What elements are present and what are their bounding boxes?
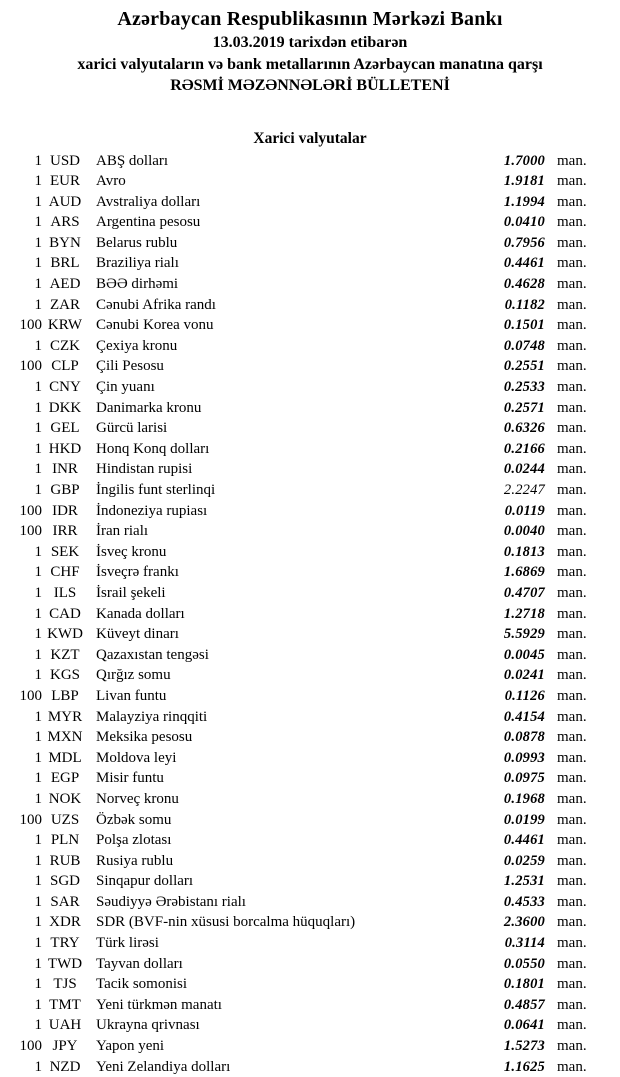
table-row bbox=[0, 459, 620, 480]
currency-quantity: 1 bbox=[0, 418, 42, 439]
rate-unit: man. bbox=[545, 398, 620, 419]
currency-name: Ukrayna qrivnası bbox=[88, 1015, 483, 1036]
currency-name: Polşa zlotası bbox=[88, 830, 483, 851]
rate-value: 0.0241 bbox=[483, 665, 545, 686]
rate-value: 0.0993 bbox=[483, 748, 545, 769]
rate-unit: man. bbox=[545, 686, 620, 707]
currency-code: CAD bbox=[42, 604, 88, 625]
rate-value: 0.4707 bbox=[483, 583, 545, 604]
currency-name: Moldova leyi bbox=[88, 748, 483, 769]
rate-unit: man. bbox=[545, 995, 620, 1016]
currency-quantity: 1 bbox=[0, 192, 42, 213]
currency-name: Belarus rublu bbox=[88, 233, 483, 254]
table-row bbox=[0, 686, 620, 707]
table-row bbox=[0, 336, 620, 357]
currency-name: Yeni türkmən manatı bbox=[88, 995, 483, 1016]
table-row bbox=[0, 439, 620, 460]
currency-quantity: 1 bbox=[0, 398, 42, 419]
table-row bbox=[0, 830, 620, 851]
rate-value: 0.3114 bbox=[483, 933, 545, 954]
currency-quantity: 100 bbox=[0, 1036, 42, 1057]
table-row bbox=[0, 377, 620, 398]
rate-value: 1.2531 bbox=[483, 871, 545, 892]
currency-name: BƏƏ dirhəmi bbox=[88, 274, 483, 295]
currency-quantity: 1 bbox=[0, 151, 42, 172]
rate-unit: man. bbox=[545, 233, 620, 254]
rate-unit: man. bbox=[545, 1036, 620, 1057]
currency-name: Yapon yeni bbox=[88, 1036, 483, 1057]
currency-name: İngilis funt sterlinqi bbox=[88, 480, 483, 501]
currency-quantity: 100 bbox=[0, 315, 42, 336]
currency-name: İsrail şekeli bbox=[88, 583, 483, 604]
currency-code: UAH bbox=[42, 1015, 88, 1036]
currency-quantity: 1 bbox=[0, 707, 42, 728]
rate-unit: man. bbox=[545, 418, 620, 439]
table-row bbox=[0, 356, 620, 377]
currency-code: RUB bbox=[42, 851, 88, 872]
rate-unit: man. bbox=[545, 954, 620, 975]
currency-quantity: 1 bbox=[0, 542, 42, 563]
currency-quantity: 1 bbox=[0, 583, 42, 604]
rate-unit: man. bbox=[545, 768, 620, 789]
currency-quantity: 1 bbox=[0, 1015, 42, 1036]
currency-quantity: 1 bbox=[0, 295, 42, 316]
table-row bbox=[0, 604, 620, 625]
rate-unit: man. bbox=[545, 624, 620, 645]
rate-unit: man. bbox=[545, 830, 620, 851]
rate-value: 0.0199 bbox=[483, 810, 545, 831]
rate-unit: man. bbox=[545, 439, 620, 460]
currency-code: SAR bbox=[42, 892, 88, 913]
currency-name: Argentina pesosu bbox=[88, 212, 483, 233]
currency-name: Qazaxıstan tengəsi bbox=[88, 645, 483, 666]
currency-quantity: 1 bbox=[0, 851, 42, 872]
table-row bbox=[0, 274, 620, 295]
currency-name: Rusiya rublu bbox=[88, 851, 483, 872]
currency-code: INR bbox=[42, 459, 88, 480]
rate-value: 0.1182 bbox=[483, 295, 545, 316]
table-row bbox=[0, 480, 620, 501]
currency-code: KWD bbox=[42, 624, 88, 645]
rate-value: 1.5273 bbox=[483, 1036, 545, 1057]
rate-value: 0.1968 bbox=[483, 789, 545, 810]
rate-unit: man. bbox=[545, 377, 620, 398]
table-row bbox=[0, 645, 620, 666]
currency-quantity: 1 bbox=[0, 336, 42, 357]
currency-code: LBP bbox=[42, 686, 88, 707]
currency-code: CHF bbox=[42, 562, 88, 583]
rate-unit: man. bbox=[545, 171, 620, 192]
currency-quantity: 1 bbox=[0, 459, 42, 480]
currency-name: Çin yuanı bbox=[88, 377, 483, 398]
rate-unit: man. bbox=[545, 933, 620, 954]
document-header bbox=[0, 0, 620, 97]
currency-quantity: 1 bbox=[0, 274, 42, 295]
currency-name: Tayvan dolları bbox=[88, 954, 483, 975]
table-row bbox=[0, 151, 620, 172]
rate-unit: man. bbox=[545, 748, 620, 769]
rate-unit: man. bbox=[545, 810, 620, 831]
rate-value: 2.2247 bbox=[483, 480, 545, 501]
currency-name: İran rialı bbox=[88, 521, 483, 542]
table-row bbox=[0, 748, 620, 769]
rate-unit: man. bbox=[545, 501, 620, 522]
table-row bbox=[0, 315, 620, 336]
currency-quantity: 1 bbox=[0, 233, 42, 254]
table-row bbox=[0, 542, 620, 563]
table-row bbox=[0, 253, 620, 274]
currency-code: CNY bbox=[42, 377, 88, 398]
rate-value: 0.2551 bbox=[483, 356, 545, 377]
currency-code: HKD bbox=[42, 439, 88, 460]
subtitle-line: xarici valyutaların və bank metallarının Azərbaycan manatına qarşı bbox=[0, 54, 620, 76]
currency-name: İsveç kronu bbox=[88, 542, 483, 563]
rate-unit: man. bbox=[545, 789, 620, 810]
rate-value: 0.4857 bbox=[483, 995, 545, 1016]
currency-code: BYN bbox=[42, 233, 88, 254]
table-row bbox=[0, 562, 620, 583]
table-row bbox=[0, 707, 620, 728]
rate-unit: man. bbox=[545, 151, 620, 172]
rate-value: 0.1501 bbox=[483, 315, 545, 336]
currency-quantity: 1 bbox=[0, 830, 42, 851]
currency-code: USD bbox=[42, 151, 88, 172]
currency-name: SDR (BVF-nin xüsusi borcalma hüquqları) bbox=[88, 912, 483, 933]
currency-name: Kanada dolları bbox=[88, 604, 483, 625]
currency-name: Cənubi Korea vonu bbox=[88, 315, 483, 336]
currency-quantity: 1 bbox=[0, 768, 42, 789]
currency-name: Avro bbox=[88, 171, 483, 192]
rate-unit: man. bbox=[545, 315, 620, 336]
rate-value: 0.1801 bbox=[483, 974, 545, 995]
currency-quantity: 1 bbox=[0, 789, 42, 810]
table-row bbox=[0, 933, 620, 954]
rate-value: 0.0045 bbox=[483, 645, 545, 666]
currency-name: Səudiyyə Ərəbistanı rialı bbox=[88, 892, 483, 913]
currency-name: İndoneziya rupiası bbox=[88, 501, 483, 522]
currency-code: ZAR bbox=[42, 295, 88, 316]
table-row bbox=[0, 912, 620, 933]
currency-name: Malayziya rinqqiti bbox=[88, 707, 483, 728]
currency-code: NZD bbox=[42, 1057, 88, 1077]
rate-unit: man. bbox=[545, 851, 620, 872]
currency-name: Meksika pesosu bbox=[88, 727, 483, 748]
rate-value: 2.3600 bbox=[483, 912, 545, 933]
currency-quantity: 100 bbox=[0, 810, 42, 831]
rate-unit: man. bbox=[545, 974, 620, 995]
rate-value: 1.7000 bbox=[483, 151, 545, 172]
rate-value: 0.1813 bbox=[483, 542, 545, 563]
currency-name: Çexiya kronu bbox=[88, 336, 483, 357]
rate-value: 1.2718 bbox=[483, 604, 545, 625]
table-row bbox=[0, 398, 620, 419]
rate-value: 0.0244 bbox=[483, 459, 545, 480]
rate-unit: man. bbox=[545, 295, 620, 316]
currency-quantity: 1 bbox=[0, 212, 42, 233]
currency-name: ABŞ dolları bbox=[88, 151, 483, 172]
currency-quantity: 100 bbox=[0, 501, 42, 522]
currency-quantity: 1 bbox=[0, 1057, 42, 1077]
rate-unit: man. bbox=[545, 274, 620, 295]
rate-value: 1.1625 bbox=[483, 1057, 545, 1077]
currency-code: KZT bbox=[42, 645, 88, 666]
table-row bbox=[0, 851, 620, 872]
rate-value: 0.2571 bbox=[483, 398, 545, 419]
rate-unit: man. bbox=[545, 892, 620, 913]
rate-unit: man. bbox=[545, 459, 620, 480]
currency-name: Avstraliya dolları bbox=[88, 192, 483, 213]
rate-value: 0.0975 bbox=[483, 768, 545, 789]
currency-code: GEL bbox=[42, 418, 88, 439]
table-row bbox=[0, 789, 620, 810]
currency-quantity: 1 bbox=[0, 995, 42, 1016]
bank-title: Azərbaycan Respublikasının Mərkəzi Bankı bbox=[0, 6, 620, 32]
currency-code: ILS bbox=[42, 583, 88, 604]
rate-value: 0.4461 bbox=[483, 253, 545, 274]
currency-name: İsveçrə frankı bbox=[88, 562, 483, 583]
table-row bbox=[0, 1036, 620, 1057]
rate-value: 0.0119 bbox=[483, 501, 545, 522]
table-row bbox=[0, 501, 620, 522]
currency-quantity: 1 bbox=[0, 665, 42, 686]
currency-code: JPY bbox=[42, 1036, 88, 1057]
currency-name: Özbək somu bbox=[88, 810, 483, 831]
currency-name: Türk lirəsi bbox=[88, 933, 483, 954]
currency-code: MXN bbox=[42, 727, 88, 748]
currency-code: IRR bbox=[42, 521, 88, 542]
rate-value: 0.7956 bbox=[483, 233, 545, 254]
currency-quantity: 1 bbox=[0, 253, 42, 274]
currency-name: Sinqapur dolları bbox=[88, 871, 483, 892]
currency-code: AUD bbox=[42, 192, 88, 213]
currency-code: TMT bbox=[42, 995, 88, 1016]
currency-code: TRY bbox=[42, 933, 88, 954]
currency-quantity: 1 bbox=[0, 604, 42, 625]
rate-unit: man. bbox=[545, 1057, 620, 1077]
rate-value: 1.6869 bbox=[483, 562, 545, 583]
rate-value: 0.2166 bbox=[483, 439, 545, 460]
currency-code: XDR bbox=[42, 912, 88, 933]
rate-value: 0.4533 bbox=[483, 892, 545, 913]
table-row bbox=[0, 768, 620, 789]
rate-unit: man. bbox=[545, 192, 620, 213]
currency-quantity: 1 bbox=[0, 933, 42, 954]
rate-value: 0.4628 bbox=[483, 274, 545, 295]
table-row bbox=[0, 954, 620, 975]
currency-code: MYR bbox=[42, 707, 88, 728]
table-row bbox=[0, 892, 620, 913]
currency-code: SGD bbox=[42, 871, 88, 892]
currency-code: PLN bbox=[42, 830, 88, 851]
rate-unit: man. bbox=[545, 604, 620, 625]
table-row bbox=[0, 418, 620, 439]
currency-code: EUR bbox=[42, 171, 88, 192]
currency-quantity: 1 bbox=[0, 439, 42, 460]
rate-unit: man. bbox=[545, 912, 620, 933]
currency-name: Misir funtu bbox=[88, 768, 483, 789]
currency-code: KGS bbox=[42, 665, 88, 686]
table-row bbox=[0, 995, 620, 1016]
currency-code: NOK bbox=[42, 789, 88, 810]
table-row bbox=[0, 624, 620, 645]
rate-unit: man. bbox=[545, 583, 620, 604]
rate-value: 0.4461 bbox=[483, 830, 545, 851]
currency-code: EGP bbox=[42, 768, 88, 789]
table-row bbox=[0, 171, 620, 192]
currency-quantity: 1 bbox=[0, 892, 42, 913]
rate-value: 0.0550 bbox=[483, 954, 545, 975]
exchange-rates-table bbox=[0, 151, 620, 1077]
currency-name: Qırğız somu bbox=[88, 665, 483, 686]
currency-quantity: 1 bbox=[0, 871, 42, 892]
rate-unit: man. bbox=[545, 542, 620, 563]
rate-value: 5.5929 bbox=[483, 624, 545, 645]
currency-code: TWD bbox=[42, 954, 88, 975]
rate-value: 0.0641 bbox=[483, 1015, 545, 1036]
currency-code: AED bbox=[42, 274, 88, 295]
rate-value: 1.9181 bbox=[483, 171, 545, 192]
rate-unit: man. bbox=[545, 727, 620, 748]
effective-date-line: 13.03.2019 tarixdən etibarən bbox=[0, 32, 620, 54]
currency-name: Braziliya rialı bbox=[88, 253, 483, 274]
rate-value: 0.1126 bbox=[483, 686, 545, 707]
currency-quantity: 100 bbox=[0, 521, 42, 542]
currency-name: Danimarka kronu bbox=[88, 398, 483, 419]
currency-quantity: 1 bbox=[0, 480, 42, 501]
table-row bbox=[0, 521, 620, 542]
currency-code: KRW bbox=[42, 315, 88, 336]
currency-quantity: 1 bbox=[0, 748, 42, 769]
rate-value: 0.0878 bbox=[483, 727, 545, 748]
currency-quantity: 1 bbox=[0, 974, 42, 995]
currency-quantity: 100 bbox=[0, 356, 42, 377]
currency-code: TJS bbox=[42, 974, 88, 995]
rate-value: 0.2533 bbox=[483, 377, 545, 398]
section-title-foreign-currencies: Xarici valyutalar bbox=[0, 130, 620, 148]
currency-name: Çili Pesosu bbox=[88, 356, 483, 377]
currency-quantity: 1 bbox=[0, 954, 42, 975]
rate-value: 0.0410 bbox=[483, 212, 545, 233]
table-row bbox=[0, 233, 620, 254]
currency-code: UZS bbox=[42, 810, 88, 831]
currency-quantity: 1 bbox=[0, 624, 42, 645]
rate-unit: man. bbox=[545, 480, 620, 501]
rate-value: 0.6326 bbox=[483, 418, 545, 439]
currency-code: SEK bbox=[42, 542, 88, 563]
currency-name: Yeni Zelandiya dolları bbox=[88, 1057, 483, 1077]
currency-name: Livan funtu bbox=[88, 686, 483, 707]
table-row bbox=[0, 665, 620, 686]
currency-name: Küveyt dinarı bbox=[88, 624, 483, 645]
rate-value: 0.0040 bbox=[483, 521, 545, 542]
currency-quantity: 1 bbox=[0, 645, 42, 666]
currency-code: BRL bbox=[42, 253, 88, 274]
currency-name: Cənubi Afrika randı bbox=[88, 295, 483, 316]
currency-name: Tacik somonisi bbox=[88, 974, 483, 995]
rate-unit: man. bbox=[545, 212, 620, 233]
currency-quantity: 1 bbox=[0, 377, 42, 398]
table-row bbox=[0, 1015, 620, 1036]
currency-name: Norveç kronu bbox=[88, 789, 483, 810]
rate-unit: man. bbox=[545, 1015, 620, 1036]
table-row bbox=[0, 212, 620, 233]
currency-quantity: 100 bbox=[0, 686, 42, 707]
rate-value: 0.0748 bbox=[483, 336, 545, 357]
currency-name: Gürcü larisi bbox=[88, 418, 483, 439]
currency-code: MDL bbox=[42, 748, 88, 769]
rate-unit: man. bbox=[545, 336, 620, 357]
bulletin-title: RƏSMİ MƏZƏNNƏLƏRİ BÜLLETENİ bbox=[0, 75, 620, 97]
rate-unit: man. bbox=[545, 645, 620, 666]
table-row bbox=[0, 727, 620, 748]
table-row bbox=[0, 1057, 620, 1077]
currency-code: DKK bbox=[42, 398, 88, 419]
rate-unit: man. bbox=[545, 707, 620, 728]
currency-code: GBP bbox=[42, 480, 88, 501]
rate-unit: man. bbox=[545, 562, 620, 583]
rate-unit: man. bbox=[545, 356, 620, 377]
currency-code: CLP bbox=[42, 356, 88, 377]
rate-unit: man. bbox=[545, 253, 620, 274]
table-row bbox=[0, 583, 620, 604]
table-row bbox=[0, 192, 620, 213]
table-row bbox=[0, 295, 620, 316]
rate-value: 0.4154 bbox=[483, 707, 545, 728]
currency-quantity: 1 bbox=[0, 562, 42, 583]
currency-quantity: 1 bbox=[0, 727, 42, 748]
rate-unit: man. bbox=[545, 871, 620, 892]
rate-unit: man. bbox=[545, 521, 620, 542]
currency-quantity: 1 bbox=[0, 171, 42, 192]
currency-code: CZK bbox=[42, 336, 88, 357]
rate-unit: man. bbox=[545, 665, 620, 686]
table-row bbox=[0, 871, 620, 892]
table-row bbox=[0, 810, 620, 831]
table-row bbox=[0, 974, 620, 995]
rate-value: 1.1994 bbox=[483, 192, 545, 213]
currency-code: IDR bbox=[42, 501, 88, 522]
currency-name: Hindistan rupisi bbox=[88, 459, 483, 480]
currency-quantity: 1 bbox=[0, 912, 42, 933]
currency-name: Honq Konq dolları bbox=[88, 439, 483, 460]
currency-code: ARS bbox=[42, 212, 88, 233]
rate-value: 0.0259 bbox=[483, 851, 545, 872]
